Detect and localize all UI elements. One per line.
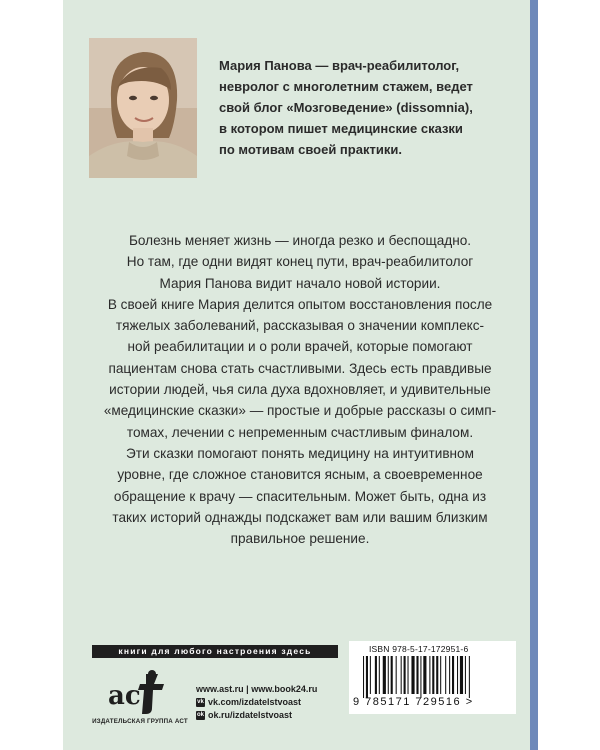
description-line: томах, лечении с непременным счастливым финалом. xyxy=(126,424,474,440)
barcode-bar xyxy=(411,656,414,694)
vk-icon: vk xyxy=(197,699,204,705)
description-line: тяжелых заболеваний, рассказывая о значении комплекс- xyxy=(115,318,485,334)
barcode-bar xyxy=(388,656,389,694)
description-line: ной реабилитации и о роли врачей, которые помогают xyxy=(127,339,473,355)
publisher-caption: ИЗДАТЕЛЬСКАЯ ГРУППА АСТ xyxy=(92,718,188,725)
barcode-bar xyxy=(420,656,421,698)
bio-line: в котором пишет медицинские сказки xyxy=(219,121,463,136)
barcode-bar xyxy=(449,656,450,694)
bio-line: Мария Панова — врач-реабилитолог, xyxy=(219,58,460,73)
barcode-bar xyxy=(469,656,470,698)
barcode-bar xyxy=(436,656,438,694)
barcode-bar xyxy=(416,656,418,694)
barcode-bar xyxy=(408,656,409,694)
barcode-bar xyxy=(445,656,446,694)
barcode-bar xyxy=(460,656,463,694)
barcode-bar xyxy=(432,656,434,694)
websites-text: www.ast.ru | www.book24.ru xyxy=(196,684,318,694)
social-link-text: vk.com/izdatelstvoast xyxy=(208,697,302,707)
ast-logo-icon xyxy=(106,668,166,716)
barcode-bar xyxy=(440,656,441,694)
description-line: правильное решение. xyxy=(230,531,370,547)
barcode-bar xyxy=(423,656,426,694)
barcode-bar xyxy=(366,656,368,698)
isbn-label: ISBN 978-5-17-172951-6 xyxy=(369,644,469,654)
barcode-bar xyxy=(375,656,377,694)
tagline-bar: книги для любого настроения здесь xyxy=(92,645,338,658)
bio-line: по мотивам своей практики. xyxy=(219,142,402,157)
description-line: «медицинские сказки» — простые и добрые рассказы о симп- xyxy=(103,403,497,419)
publisher-logo xyxy=(92,668,188,730)
ok-icon: ok xyxy=(196,712,204,718)
barcode-bar xyxy=(401,656,402,694)
barcode-bar xyxy=(465,656,466,694)
description-line: Мария Панова видит начало новой истории. xyxy=(159,275,441,291)
description-line: пациентам снова стать счастливыми. Здесь есть правдивые xyxy=(108,360,492,376)
websites xyxy=(196,683,317,696)
social-link-ok xyxy=(196,709,317,722)
barcode-bar xyxy=(370,656,371,694)
barcode-bar xyxy=(363,656,364,698)
barcode-bar xyxy=(429,656,430,694)
book-description xyxy=(80,230,520,549)
barcode-bar xyxy=(383,656,386,694)
description-line: обращение к врачу — спасительным. Может быть, одна из xyxy=(113,488,487,504)
description-line: истории людей, чья сила духа вдохновляет, и удивительные xyxy=(109,382,491,398)
description-line: Но там, где одни видят конец пути, врач-реабилитолог xyxy=(126,254,474,270)
bio-line: свой блог «Мозговедение» (dissomnia), xyxy=(219,100,473,115)
social-link-vk xyxy=(196,696,317,709)
description-line: Эти сказки помогают понять медицину на интуитивном xyxy=(126,445,474,461)
barcode-bar xyxy=(457,656,458,694)
description-line: уровне, где сложное становится ясным, а своевременное xyxy=(117,467,483,483)
description-line: В своей книге Мария делится опытом восстановления после xyxy=(107,296,493,312)
author-photo xyxy=(89,38,197,178)
barcode-bar xyxy=(379,656,380,694)
publisher-links xyxy=(196,683,317,722)
isbn-barcode-box xyxy=(349,641,516,714)
barcode-icon xyxy=(361,656,506,698)
spine-stripe xyxy=(530,0,538,750)
bio-line: невролог с многолетним стажем, ведет xyxy=(219,79,473,94)
description-line: таких историй однажды подскажет вам или вашим близким xyxy=(112,509,488,525)
barcode-digits: 9 785171 729516 > xyxy=(353,696,474,708)
author-bio xyxy=(219,55,519,160)
barcode-bar xyxy=(452,656,454,694)
barcode-bar xyxy=(404,656,406,694)
barcode-bar xyxy=(396,656,397,694)
social-link-text: ok.ru/izdatelstvoast xyxy=(208,710,293,720)
barcode-bar xyxy=(391,656,393,694)
svg-text:ас: ас xyxy=(108,681,141,711)
description-line: Болезнь меняет жизнь — иногда резко и беспощадно. xyxy=(128,233,472,248)
